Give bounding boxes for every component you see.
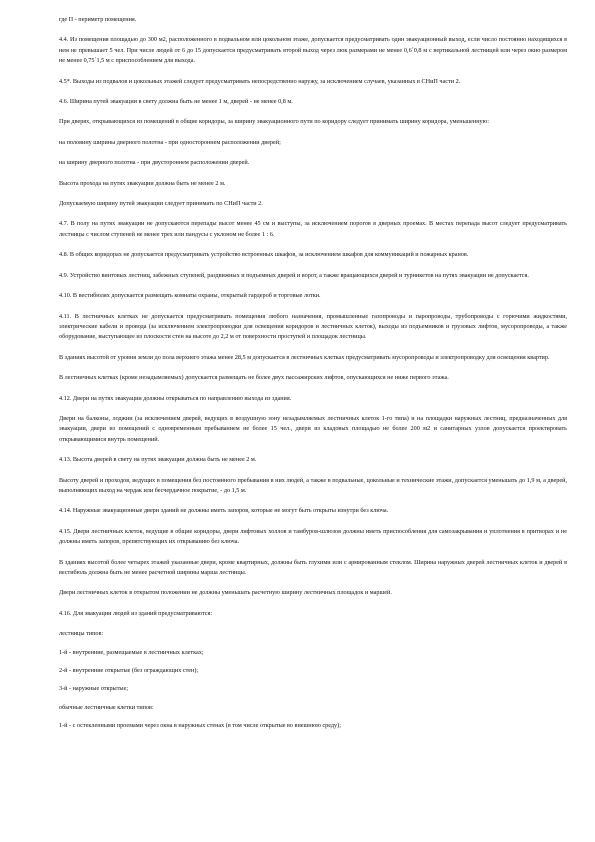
paragraph: 4.11. В лестничных клетках не допускается предусматривать помещения любого назначения, промышленные газопроводы и паропроводы, трубопроводы с горючими жидкостями, электрические кабели и провода (за исключением электропроводки для освещения коридоров и лестничных клеток), выходы из подъемников и грузовых лифтов, мусоропроводы, а также оборудование, выступающее из плоскости стен на высоте до 2,2 м от поверхности проступей и площадок лестницы. bbox=[59, 312, 567, 341]
paragraph: 4.15. Двери лестничных клеток, ведущие в общие коридоры, двери лифтовых холлов и тамбуров-шлюзов должны иметь приспособления для самозакрывания и уплотнения в притворах и не должны иметь запоров, препятствующих их открыванию без ключа. bbox=[59, 527, 567, 546]
paragraph: Высоту дверей и проходов, ведущих в помещения без постоянного пребывания в них людей, а также в подвальные, цокольные и технические этажи, допускается уменьшать до 1,9 м, а дверей, выполняющих выход на чердак или бесчердачное покрытие, - до 1,5 м. bbox=[59, 476, 567, 494]
paragraph: 4.13. Высота дверей в свету на путях эвакуации должна быть не менее 2 м. bbox=[59, 456, 257, 464]
paragraph: 4.6. Ширина путей эвакуации в свету должна быть не менее 1 м, дверей - не менее 0,8 м. bbox=[59, 98, 293, 106]
paragraph: 3-й - наружные открытые; bbox=[59, 685, 129, 693]
paragraph: В зданиях высотой от уровня земли до пола верхнего этажа менее 28,5 м допускается в лестничных клетках предусматривать мусоропроводы и электропроводку для освещения квартир. bbox=[59, 353, 550, 361]
paragraph: 4.4. Из помещения площадью до 300 м2, расположенного в подвальном или цокольном этаже, допускается предусматривать один эвакуационный выход, если число постоянно находящихся в нем не превышает 5 чел. При числе людей от 6 до 15 допускается предусматривать второй выход через люк размерами не менее 0,6´0,8 м с вертикальной лестницей или через окно размером не менее 0,75´1,5 м с приспособлением для выхода. bbox=[59, 36, 567, 65]
paragraph: 4.16. Для эвакуации людей из зданий предусматриваются: bbox=[59, 609, 213, 617]
paragraph: где П - периметр помещения. bbox=[59, 16, 137, 23]
paragraph: Допускаемую ширину путей эвакуации следует принимать по СНиП части 2. bbox=[59, 200, 263, 208]
paragraph: 4.10. В вестибюлях допускается размещать комнаты охраны, открытый гардероб и торговые лотки. bbox=[59, 292, 321, 300]
paragraph: на ширину дверного полотна - при двустороннем расположении дверей. bbox=[59, 159, 250, 167]
paragraph: 4.5*. Выходы из подвалов и цокольных этажей следует предусматривать непосредственно наружу, за исключением случаев, указанных в СНиП части 2. bbox=[59, 77, 461, 85]
paragraph: При дверях, открывающихся из помещений в общие коридоры, за ширину эвакуационного пути по коридору следует принимать ширину коридора, уменьшенную: bbox=[59, 118, 489, 126]
paragraph: 4.7. В полу на путях эвакуации не допускаются перепады высот менее 45 см и выступы, за исключением порогов в дверных проемах. В местах перепада высот следует предусматривать лестницы с числом ступеней не менее трех или пандусы с уклоном не более 1 : 6. bbox=[59, 220, 567, 238]
paragraph: 4.14. Наружные эвакуационные двери зданий не должны иметь запоров, которые не могут быть открыты изнутри без ключа. bbox=[59, 507, 389, 515]
paragraph: 2-й - внутренние открытые (без ограждающих стен); bbox=[59, 667, 199, 675]
paragraph: обычные лестничные клетки типов: bbox=[59, 703, 154, 711]
paragraph: лестницы типов: bbox=[59, 630, 104, 638]
paragraph: В лестничных клетках (кроме незадымляемых) допускается размещать не более двух пассажирских лифтов, опускающихся не ниже первого этажа. bbox=[59, 374, 449, 382]
paragraph: Двери лестничных клеток в открытом положении не должны уменьшать расчетную ширину лестничных площадок и маршей. bbox=[59, 589, 392, 597]
paragraph: 4.12. Двери на путях эвакуации должны открываться по направлению выхода из здания. bbox=[59, 394, 292, 402]
paragraph: на половину ширины дверного полотна - при одностороннем расположении дверей; bbox=[59, 138, 281, 146]
paragraph: В зданиях высотой более четырех этажей указанные двери, кроме квартирных, должны быть глухими или с армированным стеклом. Ширина наружных дверей лестничных клеток и дверей в вестибюль должна быть не менее расчетной ширины марша лестницы. bbox=[59, 558, 567, 576]
paragraph: Двери на балконы, лоджии (за исключением дверей, ведущих в воздушную зону незадымляемых лестничных клеток 1-го типа) и на площадки наружных лестниц, предназначенных для эвакуации, двери из помещений с одновременным пребыванием не более 15 чел., двери из кладовых площадью не более 200 м2 и санитарных узлов допускается проектировать открывающимися внутрь помещений. bbox=[59, 414, 567, 443]
paragraph: 4.9. Устройство винтовых лестниц, забежных ступеней, раздвижных и подъемных дверей и ворот, а также вращающихся дверей и турникетов на путях эвакуации не допускается. bbox=[59, 271, 529, 279]
paragraph: 1-й - внутренние, размещаемые в лестничных клетках; bbox=[59, 648, 204, 656]
paragraph: Высота прохода на путях эвакуации должна быть не менее 2 м. bbox=[59, 179, 226, 187]
paragraph: 4.8. В общих коридорах не допускается предусматривать устройство встроенных шкафов, за исключением шкафов для коммуникаций и пожарных кранов. bbox=[59, 251, 469, 259]
paragraph: 1-й - с остекленными проемами через окна в наружных стенах (в том числе открытые во внешнюю среду); bbox=[59, 722, 341, 730]
